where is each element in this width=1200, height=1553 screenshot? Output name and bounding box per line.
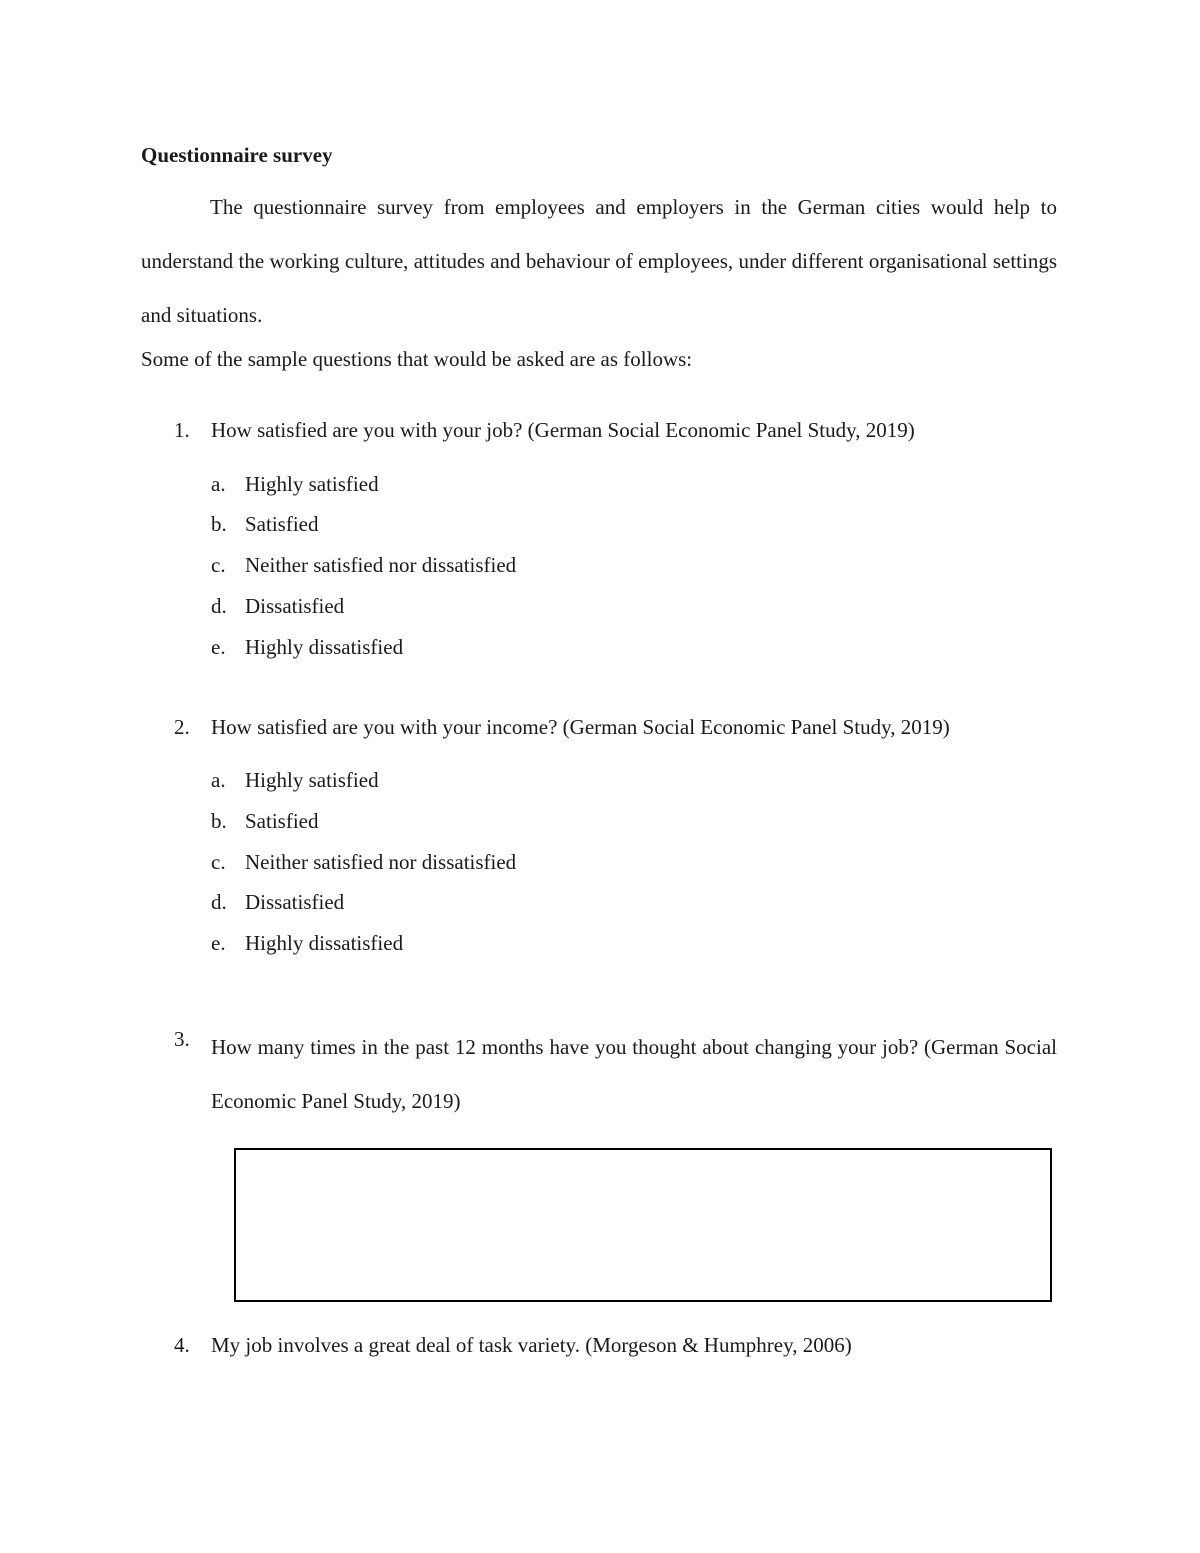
option-label: Neither satisfied nor dissatisfied [245,850,517,874]
option-label: Highly dissatisfied [245,635,404,659]
question-number: 4. [174,1333,190,1357]
option-label: Highly satisfied [245,768,379,792]
option-label: Neither satisfied nor dissatisfied [245,553,517,577]
option-letter: b. [211,809,227,833]
option-label: Dissatisfied [245,890,345,914]
question-number: 3. [174,1027,190,1051]
question-number: 2. [174,715,190,739]
question-text: How satisfied are you with your job? (German Social Economic Panel Study, 2019) [211,418,915,442]
option-letter: b. [211,512,227,536]
option-label: Satisfied [245,512,319,536]
sample-questions-intro: Some of the sample questions that would be asked are as follows: [141,347,693,371]
option-letter: c. [211,553,226,577]
question-number: 1. [174,418,190,442]
option-letter: e. [211,931,226,955]
option-letter: a. [211,768,226,792]
question-text: How many times in the past 12 months have you thought about changing your job? (German Social Economic Panel Study, 2019) [211,1035,1057,1113]
option-label: Highly satisfied [245,472,379,496]
section-heading: Questionnaire survey [141,143,333,167]
option-label: Satisfied [245,809,319,833]
option-letter: d. [211,594,227,618]
option-letter: a. [211,472,226,496]
intro-paragraph: The questionnaire survey from employees and employers in the German cities would help to understand the working culture, attitudes and behaviour of employees, under different organisational settings and situations. [141,195,1057,327]
option-label: Highly dissatisfied [245,931,404,955]
question-text: How satisfied are you with your income? (German Social Economic Panel Study, 2019) [211,715,950,739]
answer-text-box[interactable] [234,1148,1052,1302]
option-letter: d. [211,890,227,914]
option-label: Dissatisfied [245,594,345,618]
question-text: My job involves a great deal of task variety. (Morgeson & Humphrey, 2006) [211,1333,852,1357]
option-letter: e. [211,635,226,659]
option-letter: c. [211,850,226,874]
